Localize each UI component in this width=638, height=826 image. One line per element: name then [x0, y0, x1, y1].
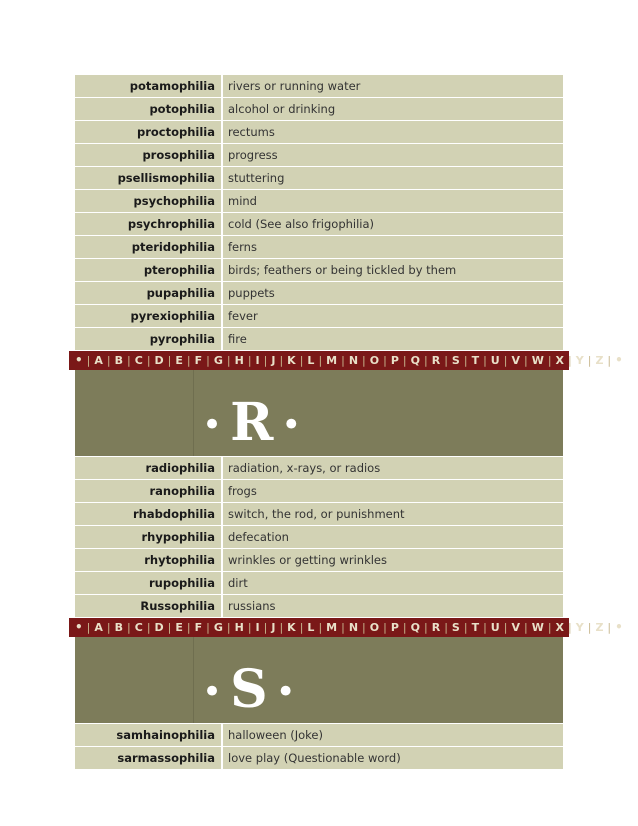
- table-row: [75, 98, 563, 121]
- term-cell: radiophilia: [75, 457, 223, 479]
- nav-separator: |: [167, 354, 172, 367]
- nav-separator: |: [318, 354, 323, 367]
- definition-cell: rectums: [223, 121, 563, 143]
- nav-separator: |: [263, 621, 268, 634]
- table-row: [75, 549, 563, 572]
- nav-separator: |: [568, 354, 572, 367]
- nav-link-z[interactable]: Z: [595, 354, 604, 367]
- nav-link-g[interactable]: G: [213, 621, 223, 634]
- nav-link-k[interactable]: K: [287, 621, 296, 634]
- table-row: [75, 480, 563, 503]
- nav-link-r[interactable]: R: [431, 354, 441, 367]
- nav-separator: |: [341, 621, 345, 634]
- nav-bullet-left: •: [75, 620, 83, 634]
- table-row: [75, 457, 563, 480]
- nav-link-l[interactable]: L: [307, 354, 315, 367]
- band-right-cell: [194, 637, 563, 723]
- band-left-cell: [75, 370, 194, 456]
- term-cell: potophilia: [75, 98, 223, 120]
- nav-separator: |: [226, 621, 231, 634]
- definition-cell: wrinkles or getting wrinkles: [223, 549, 563, 571]
- nav-separator: |: [263, 354, 268, 367]
- nav-separator: |: [607, 354, 612, 367]
- nav-link-u[interactable]: U: [490, 354, 500, 367]
- nav-link-g[interactable]: G: [213, 354, 223, 367]
- nav-link-q[interactable]: Q: [410, 354, 420, 367]
- nav-separator: |: [279, 621, 284, 634]
- nav-link-p[interactable]: P: [390, 621, 399, 634]
- section-r-table: [75, 457, 563, 618]
- definition-cell: stuttering: [223, 167, 563, 189]
- nav-link-a[interactable]: A: [94, 621, 103, 634]
- nav-separator: |: [402, 621, 407, 634]
- nav-link-r[interactable]: R: [431, 621, 441, 634]
- section-header-s: [75, 637, 563, 724]
- nav-separator: |: [106, 354, 111, 367]
- nav-separator: |: [206, 621, 210, 634]
- term-cell: prosophilia: [75, 144, 223, 166]
- glossary-document: [75, 75, 623, 770]
- section-p-table: [75, 75, 563, 351]
- band-left-cell: [75, 637, 194, 723]
- nav-bullet-right: •: [615, 620, 623, 634]
- nav-separator: |: [483, 354, 487, 367]
- definition-cell: russians: [223, 595, 563, 617]
- nav-separator: |: [402, 354, 407, 367]
- table-row: [75, 724, 563, 747]
- nav-link-s[interactable]: S: [451, 621, 460, 634]
- table-row: [75, 236, 563, 259]
- nav-link-p[interactable]: P: [390, 354, 399, 367]
- nav-link-b[interactable]: B: [114, 354, 124, 367]
- nav-link-i[interactable]: I: [255, 621, 260, 634]
- nav-separator: |: [341, 354, 345, 367]
- definition-cell: radiation, x-rays, or radios: [223, 457, 563, 479]
- bullet-left: •: [202, 672, 223, 712]
- nav-link-h[interactable]: H: [234, 621, 244, 634]
- term-cell: proctophilia: [75, 121, 223, 143]
- table-row: [75, 259, 563, 282]
- nav-link-x[interactable]: X: [555, 354, 565, 367]
- term-cell: psychrophilia: [75, 213, 223, 235]
- nav-separator: |: [106, 621, 111, 634]
- definition-cell: dirt: [223, 572, 563, 594]
- nav-link-m[interactable]: M: [326, 354, 338, 367]
- nav-separator: |: [463, 354, 468, 367]
- table-row: [75, 75, 563, 98]
- nav-link-o[interactable]: O: [369, 354, 380, 367]
- term-cell: rhytophilia: [75, 549, 223, 571]
- definition-cell: ferns: [223, 236, 563, 258]
- nav-separator: |: [423, 621, 428, 634]
- nav-separator: |: [523, 621, 528, 634]
- nav-separator: |: [587, 354, 592, 367]
- nav-separator: |: [127, 354, 131, 367]
- table-row: [75, 328, 563, 351]
- nav-link-t[interactable]: T: [471, 354, 480, 367]
- nav-separator: |: [318, 621, 323, 634]
- nav-link-x[interactable]: X: [555, 621, 565, 634]
- term-cell: rhabdophilia: [75, 503, 223, 525]
- definition-cell: rivers or running water: [223, 75, 563, 97]
- nav-link-n[interactable]: N: [348, 621, 359, 634]
- definition-cell: progress: [223, 144, 563, 166]
- table-row: [75, 526, 563, 549]
- term-cell: sarmassophilia: [75, 747, 223, 769]
- definition-cell: mind: [223, 190, 563, 212]
- nav-separator: |: [146, 354, 151, 367]
- nav-separator: |: [383, 621, 387, 634]
- table-row: [75, 305, 563, 328]
- nav-link-v[interactable]: V: [511, 621, 520, 634]
- nav-link-l[interactable]: L: [307, 621, 315, 634]
- band-right-cell: [194, 370, 563, 456]
- table-row: [75, 503, 563, 526]
- nav-separator: |: [503, 621, 508, 634]
- alphabet-nav: [69, 351, 623, 370]
- nav-separator: |: [423, 354, 428, 367]
- nav-separator: |: [547, 621, 552, 634]
- nav-link-k[interactable]: K: [287, 354, 296, 367]
- nav-separator: |: [587, 621, 592, 634]
- nav-separator: |: [247, 621, 252, 634]
- nav-link-z[interactable]: Z: [595, 621, 604, 634]
- nav-link-c[interactable]: C: [134, 621, 143, 634]
- nav-link-b[interactable]: B: [114, 621, 124, 634]
- nav-link-a[interactable]: A: [94, 354, 103, 367]
- alphabet-nav: [69, 618, 623, 637]
- bullet-left: •: [202, 405, 223, 445]
- nav-link-n[interactable]: N: [348, 354, 359, 367]
- nav-separator: |: [483, 621, 487, 634]
- nav-separator: |: [279, 354, 284, 367]
- nav-link-h[interactable]: H: [234, 354, 244, 367]
- nav-separator: |: [444, 354, 448, 367]
- term-cell: potamophilia: [75, 75, 223, 97]
- definition-cell: defecation: [223, 526, 563, 548]
- definition-cell: alcohol or drinking: [223, 98, 563, 120]
- nav-separator: |: [362, 621, 366, 634]
- nav-separator: |: [146, 621, 151, 634]
- table-row: [75, 144, 563, 167]
- nav-link-e[interactable]: E: [175, 621, 183, 634]
- nav-link-j[interactable]: J: [271, 354, 276, 367]
- term-cell: Russophilia: [75, 595, 223, 617]
- term-cell: rhypophilia: [75, 526, 223, 548]
- nav-link-v[interactable]: V: [511, 354, 520, 367]
- term-cell: rupophilia: [75, 572, 223, 594]
- table-row: [75, 282, 563, 305]
- table-row: [75, 595, 563, 618]
- nav-bullet-left: •: [75, 353, 83, 367]
- nav-bullet-right: •: [615, 353, 623, 367]
- section-header-r: [75, 370, 563, 457]
- section-s-table: [75, 724, 563, 770]
- nav-link-e[interactable]: E: [175, 354, 183, 367]
- nav-link-y[interactable]: Y: [575, 354, 584, 367]
- definition-cell: fever: [223, 305, 563, 327]
- nav-separator: |: [247, 354, 252, 367]
- nav-separator: |: [167, 621, 172, 634]
- bullet-right: •: [281, 405, 302, 445]
- nav-separator: |: [86, 621, 91, 634]
- nav-link-y[interactable]: Y: [575, 621, 584, 634]
- definition-cell: cold (See also frigophilia): [223, 213, 563, 235]
- bullet-right: •: [275, 672, 296, 712]
- nav-separator: |: [299, 354, 304, 367]
- definition-cell: switch, the rod, or punishment: [223, 503, 563, 525]
- nav-separator: |: [86, 354, 91, 367]
- nav-separator: |: [362, 354, 366, 367]
- term-cell: psychophilia: [75, 190, 223, 212]
- nav-link-t[interactable]: T: [471, 621, 480, 634]
- definition-cell: frogs: [223, 480, 563, 502]
- nav-link-d[interactable]: D: [154, 354, 164, 367]
- nav-separator: |: [127, 621, 131, 634]
- term-cell: psellismophilia: [75, 167, 223, 189]
- definition-cell: halloween (Joke): [223, 724, 563, 746]
- nav-separator: |: [186, 621, 191, 634]
- nav-link-d[interactable]: D: [154, 621, 164, 634]
- nav-separator: |: [463, 621, 468, 634]
- nav-link-u[interactable]: U: [490, 621, 500, 634]
- nav-link-q[interactable]: Q: [410, 621, 420, 634]
- table-row: [75, 213, 563, 236]
- nav-link-w[interactable]: W: [531, 621, 544, 634]
- term-cell: pterophilia: [75, 259, 223, 281]
- nav-link-m[interactable]: M: [326, 621, 338, 634]
- term-cell: ranophilia: [75, 480, 223, 502]
- table-row: [75, 190, 563, 213]
- table-row: [75, 572, 563, 595]
- nav-separator: |: [607, 621, 612, 634]
- nav-separator: |: [444, 621, 448, 634]
- section-letter: S: [230, 659, 268, 720]
- definition-cell: birds; feathers or being tickled by them: [223, 259, 563, 281]
- nav-separator: |: [547, 354, 552, 367]
- term-cell: pteridophilia: [75, 236, 223, 258]
- nav-link-i[interactable]: I: [255, 354, 260, 367]
- term-cell: pyrexiophilia: [75, 305, 223, 327]
- table-row: [75, 747, 563, 770]
- nav-link-c[interactable]: C: [134, 354, 143, 367]
- nav-separator: |: [568, 621, 572, 634]
- nav-link-w[interactable]: W: [531, 354, 544, 367]
- definition-cell: fire: [223, 328, 563, 350]
- nav-separator: |: [503, 354, 508, 367]
- nav-separator: |: [206, 354, 210, 367]
- term-cell: pyrophilia: [75, 328, 223, 350]
- nav-link-j[interactable]: J: [271, 621, 276, 634]
- table-row: [75, 167, 563, 190]
- term-cell: samhainophilia: [75, 724, 223, 746]
- definition-cell: puppets: [223, 282, 563, 304]
- nav-separator: |: [523, 354, 528, 367]
- nav-link-s[interactable]: S: [451, 354, 460, 367]
- nav-link-f[interactable]: F: [194, 621, 203, 634]
- nav-separator: |: [383, 354, 387, 367]
- definition-cell: love play (Questionable word): [223, 747, 563, 769]
- section-letter: R: [230, 392, 274, 453]
- table-row: [75, 121, 563, 144]
- nav-link-f[interactable]: F: [194, 354, 203, 367]
- nav-separator: |: [299, 621, 304, 634]
- nav-link-o[interactable]: O: [369, 621, 380, 634]
- nav-separator: |: [226, 354, 231, 367]
- nav-separator: |: [186, 354, 191, 367]
- term-cell: pupaphilia: [75, 282, 223, 304]
